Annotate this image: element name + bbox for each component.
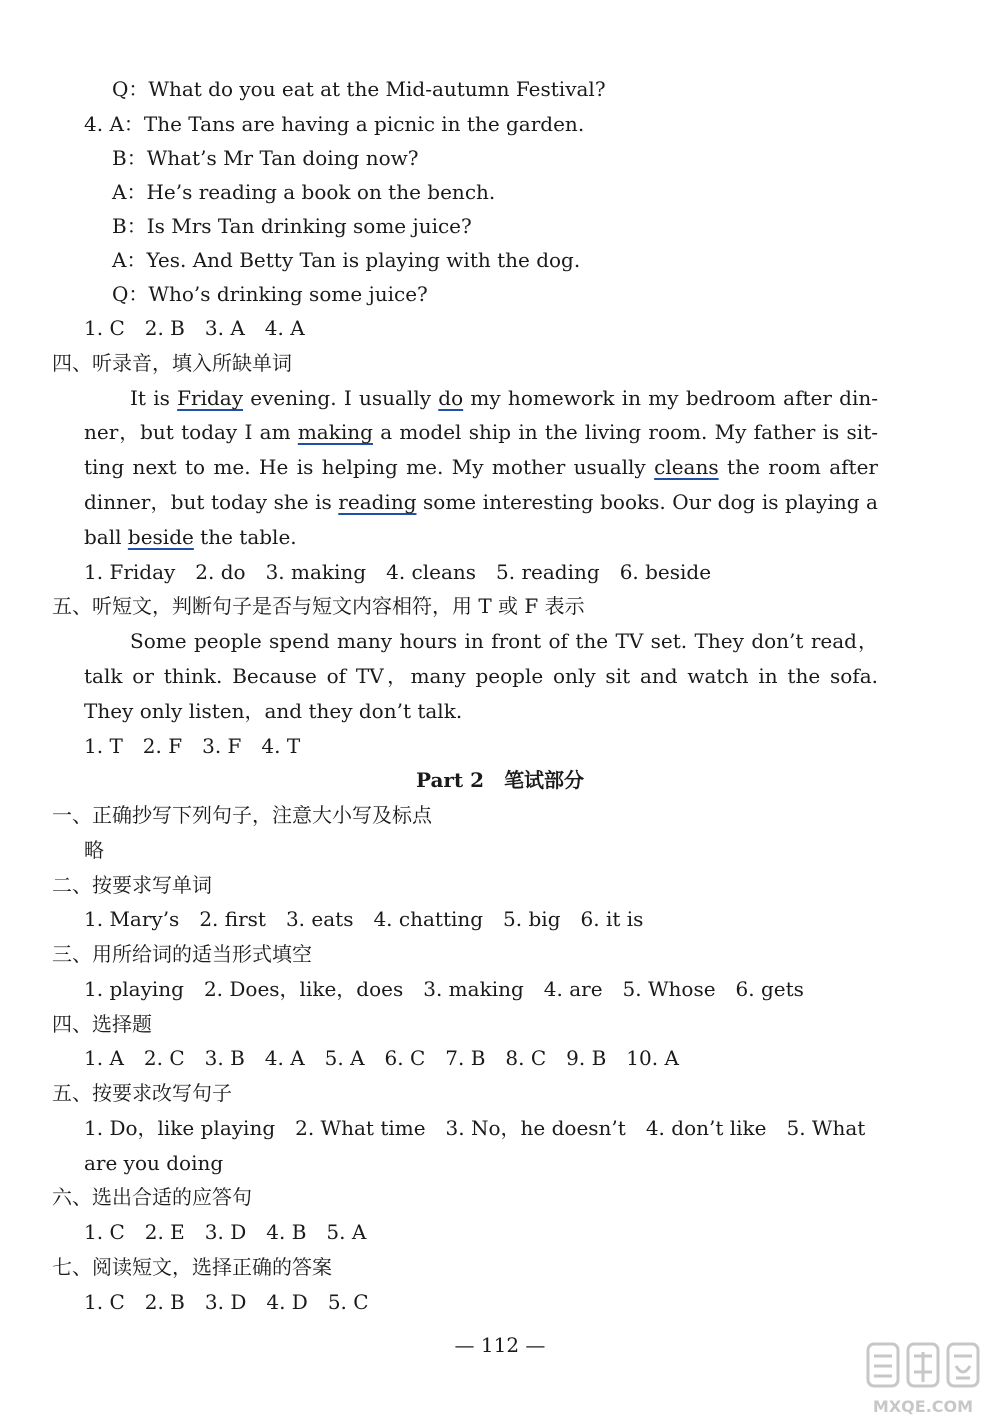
part2-section-4-answer: 1. A 2. C 3. B 4. A 5. A 6. C 7. B 8. C 9. B 10. A [84,1046,679,1070]
dialogue-4-number: 4. [84,112,104,136]
section-4-answers: 1. Friday 2. do 3. making 4. cleans 5. reading 6. beside [84,560,712,584]
passage-text: dinner，but today she is [84,490,339,514]
passage-text: the room after [718,455,878,479]
passage-text: a model ship in the living room. My father is sit- [372,420,878,444]
part2-section-1-title: 一、正确抄写下列句子，注意大小写及标点 [52,803,432,827]
part1-section3-answers: 1. C 2. B 3. A 4. A [84,316,305,340]
part2-section-3-title: 三、用所给词的适当形式填空 [52,942,312,966]
blank-word-6: beside [127,525,194,549]
section-5-answers: 1. T 2. F 3. F 4. T [84,734,301,758]
dialogue-4-question: Q：Who’s drinking some juice? [112,282,428,306]
watermark-text: MXQE.COM [872,1397,974,1416]
part2-section-6-answer: 1. C 2. E 3. D 4. B 5. A [84,1220,367,1244]
part2-section-2-title: 二、按要求写单词 [52,873,212,897]
passage-text: ting next to me. He is helping me. My mother usually [84,455,655,479]
part2-section-6-title: 六、选出合适的应答句 [52,1185,252,1209]
section-4-title: 四、听录音，填入所缺单词 [52,351,292,375]
dialogue-4-line-3: A：He’s reading a book on the bench. [112,180,496,204]
dialogue-4-line-4: B：Is Mrs Tan drinking some juice? [112,214,472,238]
blank-word-5: reading [338,490,417,514]
passage-text: ball [84,525,128,549]
dialogue-4-line-1 [84,109,890,139]
passage-text: ner，but today I am [84,420,298,444]
passage-text: the table. [193,525,297,549]
page-number: — 112 — [454,1333,546,1357]
part2-section-5-answer-continued: are you doing [84,1151,224,1175]
part-2-label: Part 2 [415,768,485,792]
sec5-passage-line-2: talk or think. Because of TV，many people only sit and watch in the sofa. [84,664,878,688]
dialogue-4-text: A：The Tans are having a picnic in the garden. [109,112,585,136]
part2-section-2-answer: 1. Mary’s 2. first 3. eats 4. chatting 5. big 6. it is [84,907,644,931]
passage-text: some interesting books. Our dog is playing a [416,490,878,514]
sec4-passage-line-5 [84,522,890,552]
passage-text: It is [130,386,178,410]
part2-section-1-answer: 略 [84,838,104,862]
part2-section-7-answer: 1. C 2. B 3. D 4. D 5. C [84,1290,369,1314]
sec4-passage-line-2 [84,417,878,447]
sec5-passage-line-3: They only listen，and they don’t talk. [84,699,463,723]
sec5-passage-line-1: Some people spend many hours in front of the TV set. They don’t read， [130,629,878,653]
part2-section-5-title: 五、按要求改写句子 [52,1081,232,1105]
blank-word-4: cleans [654,455,719,479]
sec4-passage-line-1 [130,383,878,413]
watermark-logo [864,1340,982,1420]
dialogue-4-line-5: A：Yes. And Betty Tan is playing with the dog. [112,248,581,272]
part-2-heading [0,765,1000,795]
answer-site-watermark-icon [864,1340,982,1420]
part2-section-7-title: 七、阅读短文，选择正确的答案 [52,1255,332,1279]
dialogue-3-question: Q：What do you eat at the Mid-autumn Festival? [112,77,606,101]
blank-word-2: do [438,386,464,410]
blank-word-1: Friday [177,386,243,410]
dialogue-4-line-2: B：What’s Mr Tan doing now? [112,146,419,170]
part2-section-5-answer: 1. Do，like playing 2. What time 3. No，he doesn’t 4. don’t like 5. What [84,1116,866,1140]
sec4-passage-line-3 [84,452,878,482]
blank-word-3: making [297,420,373,444]
section-5-title: 五、听短文，判断句子是否与短文内容相符，用 T 或 F 表示 [52,594,585,618]
part2-section-4-title: 四、选择题 [52,1012,152,1036]
part-2-title: 笔试部分 [504,768,585,792]
sec4-passage-line-4 [84,487,878,517]
part2-section-3-answer: 1. playing 2. Does，like，does 3. making 4. are 5. Whose 6. gets [84,977,804,1001]
passage-text: evening. I usually [243,386,439,410]
passage-text: my homework in my bedroom after din- [463,386,879,410]
